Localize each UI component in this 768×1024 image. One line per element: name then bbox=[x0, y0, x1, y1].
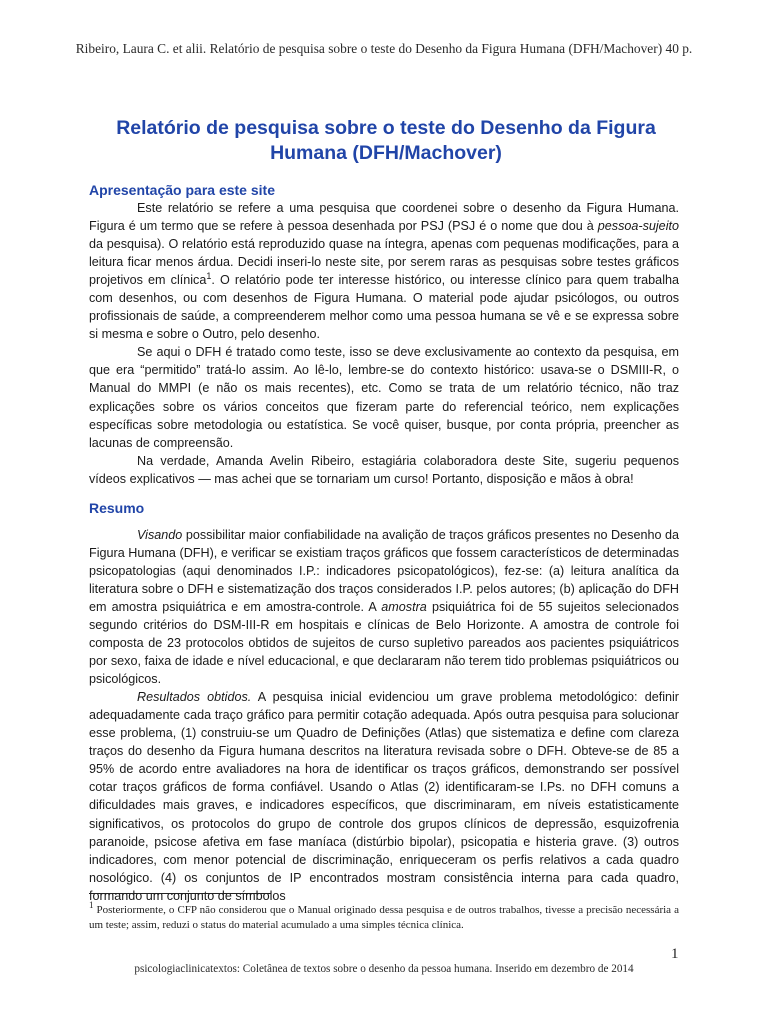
footnote-text: Posteriormente, o CFP não considerou que o Manual originado dessa pesquisa e de outros trabalhos, tivesse a precisão necessária a um teste; assim, reduzi o status do material acumulado a uma simples técnica clínica. bbox=[89, 904, 679, 931]
footnote-reference[interactable]: 1 bbox=[206, 271, 212, 281]
section-heading-apresentacao: Apresentação para este site bbox=[89, 182, 275, 198]
section-heading-resumo: Resumo bbox=[89, 499, 145, 516]
document-body bbox=[89, 181, 679, 905]
paragraph-resumo-2: Resultados obtidos. A pesquisa inicial evidenciou um grave problema metodológico: definir adequadamente cada traço gráfico para permitir cotação adequada. Após outra pesquisa para solucionar esse problema, (1) construiu-se um Quadro de Definições (Atlas) que sistematiza e define com clareza traços do desenho da Figura humana descritos na literatura revisada sobre o DFH. Obteve-se de 85 a 95% de acordo entre avaliadores na hora de identificar os traços gráficos, demonstrando ser possível cotar traços gráficos de forma confiável. Usando o Atlas (2) identificaram-se I.Ps. no DFH comuns a dificuldades mais graves, e indicadores específicos, que discriminaram, em níveis estatisticamente significativos, os protocolos do grupo de controle dos grupos clínicos de depressão, esquizofrenia paranoide, psicose afetiva em fase maníaca (distúrbio bipolar), psicopatia e histeria grave. (3) outros indicadores, com menor potencial de discriminação, enriqueceram os perfis relativos a cada quadro nosológico. (4) os conjuntos de IP encontrados mostram consistência interna para cada quadro, formando um conjunto de símbolos bbox=[89, 690, 679, 903]
paragraph-apresentacao-3: Na verdade, Amanda Avelin Ribeiro, estagiária colaboradora deste Site, sugeriu pequenos vídeos explicativos — mas achei que se tornariam um curso! Portanto, disposição e mãos à obra! bbox=[89, 453, 679, 486]
footnote-divider bbox=[89, 893, 271, 894]
page-number: 1 bbox=[671, 946, 679, 962]
paragraph-resumo-1: Visando possibilitar maior confiabilidade na avalição de traços gráficos presentes no Desenho da Figura Humana (DFH), e verificar se existiam traços gráficos que fossem característicos de determinadas psicopatologias (aqui denominados I.P.: indicadores psicopatológicos), fez-se: (a) leitura analítica da literatura sobre o DFH e sistematização dos traços considerados I.P. pelos autores; (b) aplicação do DFH em amostra psiquiátrica e em amostra-controle. A amostra psiquiátrica foi de 55 sujeitos selecionados segundo critérios do DSM-III-R em hospitais e clínicas de Belo Horizonte. A amostra de controle foi composta de 23 protocolos obtidos de sujeitos de curso supletivo pareados aos pacientes psiquiátricos por sexo, faixa de idade e nível educacional, e que declararam não terem tido problemas psiquiátricos ou psicológicos. bbox=[89, 527, 679, 687]
title-line-2: Humana (DFH/Machover) bbox=[270, 142, 502, 164]
running-header: Ribeiro, Laura C. et alii. Relatório de pesquisa sobre o teste do Desenho da Figura Humana (DFH/Machover) 40 p. bbox=[75, 41, 693, 56]
paragraph-apresentacao-2: Se aqui o DFH é tratado como teste, isso se deve exclusivamente ao contexto da pesquisa, em que era “permitido” tratá-lo assim. Ao lê-lo, lembre-se do contexto histórico: usava-se o DSMIII-R, o Manual do MMPI (e não os mais recentes), etc. Como se trata de um relatório técnico, não traz explicações sobre os vários conceitos que fizeram parte do referencial teórico, nem explicações específicas sobre metodologia ou estatística. Se você quiser, busque, por conta própria, preencher as lacunas de compreensão. bbox=[89, 345, 679, 450]
title-line-1: Relatório de pesquisa sobre o teste do Desenho da Figura bbox=[116, 117, 656, 139]
document-title bbox=[96, 116, 676, 166]
footnote bbox=[89, 900, 679, 933]
footnote-number: 1 bbox=[89, 900, 94, 911]
running-footer: psicologiaclinicatextos: Coletânea de textos sobre o desenho da pessoa humana. Inserido em dezembro de 2014 bbox=[134, 963, 634, 975]
paragraph-apresentacao-1: Este relatório se refere a uma pesquisa que coordenei sobre o desenho da Figura Humana. Figura é um termo que se refere à pessoa desenhada por PSJ (PSJ é o nome que dou à pessoa-sujeito da pesquisa). O relatório está reproduzido quase na íntegra, apenas com pequenas modificações, para a leitura ficar menos árdua. Decidi inseri-lo neste site, por serem raras as pesquisas sobre testes gráficos projetivos em clínica$^1$. O relatório pode ter interesse histórico, ou interesse clínico para quem trabalha com desenhos, ou com desenhos de Figura Humana. O material pode ajudar psicólogos, ou outros profissionais de saúde, a compreenderem melhor como uma pessoa humana se vê e se expressa sobre si mesma e sobre o Outro, pelo desenho. bbox=[89, 201, 679, 342]
